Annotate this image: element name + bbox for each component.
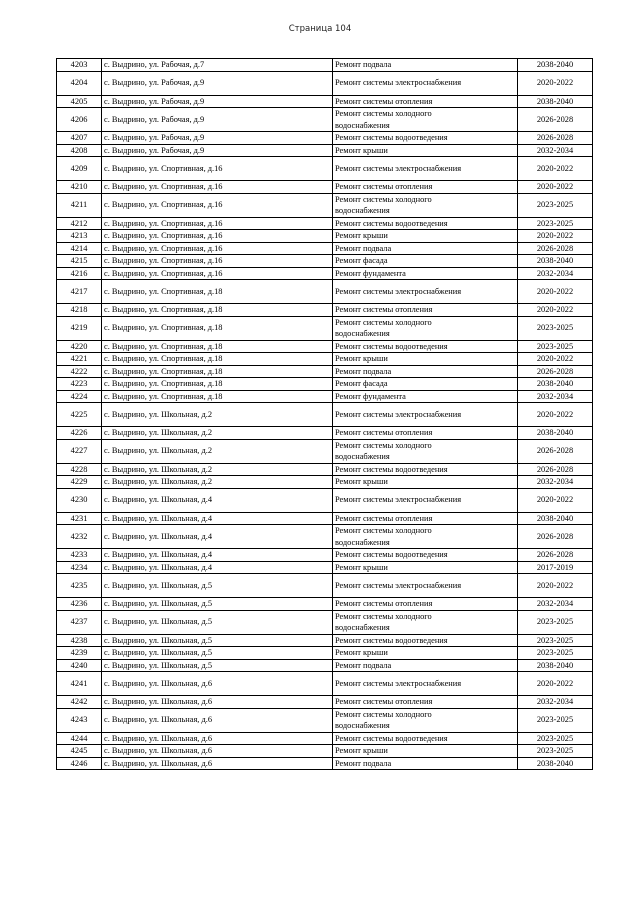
period-cell: 2023-2025 [518, 193, 593, 217]
period-cell: 2020-2022 [518, 280, 593, 304]
work-type-cell [333, 242, 518, 255]
row-number-cell: 4216 [57, 267, 102, 280]
work-type-line: Ремонт системы водоотведения [335, 341, 448, 351]
work-type-line: Ремонт крыши [335, 562, 388, 572]
row-number-cell: 4227 [57, 439, 102, 463]
row-number-cell: 4245 [57, 745, 102, 758]
row-number-cell: 4228 [57, 463, 102, 476]
address-cell: с. Выдрино, ул. Школьная, д.5 [102, 647, 333, 660]
period-cell: 2038-2040 [518, 757, 593, 770]
row-number-cell: 4208 [57, 144, 102, 157]
period-cell: 2023-2025 [518, 634, 593, 647]
work-type-line: Ремонт фасада [335, 256, 388, 265]
work-type-cell [333, 378, 518, 391]
row-number-cell: 4244 [57, 732, 102, 745]
row-number-cell: 4203 [57, 59, 102, 72]
work-type-cell [333, 71, 518, 95]
period-cell: 2023-2025 [518, 745, 593, 758]
address-cell: с. Выдрино, ул. Спортивная, д.18 [102, 316, 333, 340]
work-type-cell [333, 647, 518, 660]
table-row [57, 525, 593, 549]
table-row [57, 280, 593, 304]
work-type-cell [333, 403, 518, 427]
work-type-line: Ремонт системы электроснабжения [335, 78, 462, 88]
table-row [57, 708, 593, 732]
table-row [57, 476, 593, 489]
table-row [57, 549, 593, 562]
period-cell: 2038-2040 [518, 378, 593, 391]
table-row [57, 732, 593, 745]
work-type-cell [333, 439, 518, 463]
row-number-cell: 4204 [57, 71, 102, 95]
work-type-line: Ремонт крыши [335, 231, 388, 240]
work-type-line: Ремонт системы электроснабжения [335, 409, 462, 419]
work-type-cell [333, 280, 518, 304]
table-row [57, 95, 593, 108]
work-type-cell [333, 132, 518, 145]
work-type-cell [333, 525, 518, 549]
work-type-line: Ремонт системы отопления [335, 96, 433, 106]
address-cell: с. Выдрино, ул. Рабочая, д.9 [102, 71, 333, 95]
row-number-cell: 4215 [57, 255, 102, 268]
address-cell: с. Выдрино, ул. Школьная, д.4 [102, 525, 333, 549]
address-cell: с. Выдрино, ул. Школьная, д.2 [102, 427, 333, 440]
address-cell: с. Выдрино, ул. Спортивная, д.16 [102, 157, 333, 181]
work-type-line: Ремонт крыши [335, 648, 388, 657]
period-cell: 2020-2022 [518, 574, 593, 598]
period-cell: 2032-2034 [518, 390, 593, 403]
table-row [57, 403, 593, 427]
work-type-cell [333, 304, 518, 317]
work-type-cell [333, 157, 518, 181]
period-cell: 2020-2022 [518, 403, 593, 427]
table-row [57, 304, 593, 317]
row-number-cell: 4237 [57, 610, 102, 634]
work-type-cell [333, 267, 518, 280]
period-cell: 2026-2028 [518, 108, 593, 132]
address-cell: с. Выдрино, ул. Спортивная, д.18 [102, 340, 333, 353]
work-type-cell [333, 574, 518, 598]
work-type-cell [333, 340, 518, 353]
period-cell: 2023-2025 [518, 340, 593, 353]
period-cell: 2032-2034 [518, 144, 593, 157]
row-number-cell: 4214 [57, 242, 102, 255]
period-cell: 2020-2022 [518, 181, 593, 194]
work-type-line: Ремонт системы водоотведения [335, 550, 448, 559]
row-number-cell: 4222 [57, 365, 102, 378]
work-type-cell [333, 512, 518, 525]
work-type-line: Ремонт крыши [335, 746, 388, 755]
work-type-line: водоснабжения [335, 452, 390, 461]
address-cell: с. Выдрино, ул. Рабочая, д.9 [102, 144, 333, 157]
period-cell: 2017-2019 [518, 561, 593, 574]
work-type-line: Ремонт системы холодного [335, 440, 432, 450]
work-type-cell [333, 365, 518, 378]
row-number-cell: 4206 [57, 108, 102, 132]
work-type-cell [333, 255, 518, 268]
address-cell: с. Выдрино, ул. Школьная, д.5 [102, 634, 333, 647]
period-cell: 2038-2040 [518, 427, 593, 440]
table-row [57, 353, 593, 366]
work-type-cell [333, 561, 518, 574]
work-type-cell [333, 610, 518, 634]
period-cell: 2020-2022 [518, 304, 593, 317]
work-type-line: Ремонт системы электроснабжения [335, 678, 462, 688]
work-type-cell [333, 181, 518, 194]
table-row [57, 427, 593, 440]
work-type-line: Ремонт системы отопления [335, 513, 433, 523]
table-row [57, 157, 593, 181]
row-number-cell: 4231 [57, 512, 102, 525]
work-type-line: Ремонт системы холодного [335, 526, 432, 535]
work-type-cell [333, 598, 518, 611]
work-type-cell [333, 427, 518, 440]
row-number-cell: 4213 [57, 230, 102, 243]
row-number-cell: 4233 [57, 549, 102, 562]
work-type-cell [333, 708, 518, 732]
row-number-cell: 4225 [57, 403, 102, 427]
row-number-cell: 4218 [57, 304, 102, 317]
work-type-cell [333, 353, 518, 366]
work-type-line: Ремонт фундамента [335, 268, 406, 278]
work-type-cell [333, 696, 518, 709]
table-row [57, 132, 593, 145]
row-number-cell: 4219 [57, 316, 102, 340]
address-cell: с. Выдрино, ул. Школьная, д.5 [102, 610, 333, 634]
table-row [57, 598, 593, 611]
address-cell: с. Выдрино, ул. Спортивная, д.16 [102, 193, 333, 217]
work-type-cell [333, 230, 518, 243]
table-row [57, 340, 593, 353]
address-cell: с. Выдрино, ул. Спортивная, д.18 [102, 390, 333, 403]
work-type-line: Ремонт подвала [335, 366, 392, 376]
period-cell: 2038-2040 [518, 512, 593, 525]
period-cell: 2026-2028 [518, 463, 593, 476]
work-type-line: Ремонт крыши [335, 477, 388, 486]
work-type-line: Ремонт системы водоотведения [335, 218, 448, 228]
work-type-line: Ремонт подвала [335, 758, 392, 768]
table-row [57, 634, 593, 647]
work-type-cell [333, 108, 518, 132]
period-cell: 2038-2040 [518, 255, 593, 268]
work-type-line: Ремонт подвала [335, 660, 392, 670]
table-row [57, 512, 593, 525]
work-type-line: Ремонт системы водоотведения [335, 733, 448, 743]
address-cell: с. Выдрино, ул. Школьная, д.4 [102, 512, 333, 525]
row-number-cell: 4212 [57, 217, 102, 230]
address-cell: с. Выдрино, ул. Спортивная, д.18 [102, 304, 333, 317]
table-row [57, 463, 593, 476]
table-row [57, 71, 593, 95]
work-type-line: Ремонт системы электроснабжения [335, 286, 462, 296]
table-row [57, 574, 593, 598]
work-type-line: Ремонт системы электроснабжения [335, 495, 462, 505]
row-number-cell: 4223 [57, 378, 102, 391]
period-cell: 2023-2025 [518, 732, 593, 745]
work-type-line: водоснабжения [335, 206, 390, 215]
table-row [57, 696, 593, 709]
row-number-cell: 4238 [57, 634, 102, 647]
work-type-line: Ремонт крыши [335, 145, 388, 155]
work-type-cell [333, 659, 518, 672]
work-type-line: Ремонт системы электроснабжения [335, 163, 462, 173]
work-type-line: Ремонт системы отопления [335, 182, 433, 191]
work-type-line: Ремонт системы водоотведения [335, 133, 448, 142]
row-number-cell: 4226 [57, 427, 102, 440]
address-cell: с. Выдрино, ул. Спортивная, д.16 [102, 242, 333, 255]
table-body [57, 59, 593, 770]
address-cell: с. Выдрино, ул. Спортивная, д.16 [102, 217, 333, 230]
work-type-cell [333, 476, 518, 489]
work-type-cell [333, 95, 518, 108]
period-cell: 2023-2025 [518, 316, 593, 340]
table-row [57, 439, 593, 463]
period-cell: 2020-2022 [518, 672, 593, 696]
period-cell: 2026-2028 [518, 132, 593, 145]
table-row [57, 59, 593, 72]
address-cell: с. Выдрино, ул. Школьная, д.4 [102, 488, 333, 512]
address-cell: с. Выдрино, ул. Школьная, д.2 [102, 476, 333, 489]
period-cell: 2023-2025 [518, 708, 593, 732]
address-cell: с. Выдрино, ул. Школьная, д.6 [102, 708, 333, 732]
work-type-cell [333, 745, 518, 758]
work-type-cell [333, 732, 518, 745]
address-cell: с. Выдрино, ул. Школьная, д.6 [102, 696, 333, 709]
row-number-cell: 4210 [57, 181, 102, 194]
row-number-cell: 4209 [57, 157, 102, 181]
table-row [57, 255, 593, 268]
address-cell: с. Выдрино, ул. Школьная, д.6 [102, 672, 333, 696]
table-row [57, 647, 593, 660]
work-type-cell [333, 549, 518, 562]
row-number-cell: 4242 [57, 696, 102, 709]
period-cell: 2023-2025 [518, 610, 593, 634]
period-cell: 2020-2022 [518, 488, 593, 512]
work-type-line: Ремонт подвала [335, 60, 392, 69]
row-number-cell: 4236 [57, 598, 102, 611]
row-number-cell: 4230 [57, 488, 102, 512]
period-cell: 2026-2028 [518, 525, 593, 549]
work-type-line: Ремонт подвала [335, 243, 392, 253]
row-number-cell: 4211 [57, 193, 102, 217]
work-type-line: водоснабжения [335, 120, 390, 130]
repair-schedule-table [56, 58, 593, 770]
row-number-cell: 4234 [57, 561, 102, 574]
row-number-cell: 4205 [57, 95, 102, 108]
row-number-cell: 4235 [57, 574, 102, 598]
address-cell: с. Выдрино, ул. Спортивная, д.16 [102, 181, 333, 194]
table-row [57, 242, 593, 255]
table-row [57, 267, 593, 280]
work-type-line: Ремонт системы отопления [335, 599, 433, 608]
address-cell: с. Выдрино, ул. Школьная, д.5 [102, 598, 333, 611]
table-row [57, 672, 593, 696]
table-row [57, 230, 593, 243]
address-cell: с. Выдрино, ул. Спортивная, д.18 [102, 365, 333, 378]
work-type-cell [333, 757, 518, 770]
table-row [57, 378, 593, 391]
period-cell: 2038-2040 [518, 659, 593, 672]
table-row [57, 316, 593, 340]
work-type-line: Ремонт фундамента [335, 391, 406, 401]
work-type-line: водоснабжения [335, 537, 390, 547]
address-cell: с. Выдрино, ул. Школьная, д.2 [102, 463, 333, 476]
address-cell: с. Выдрино, ул. Школьная, д.6 [102, 732, 333, 745]
work-type-line: Ремонт системы отопления [335, 428, 433, 437]
table-row [57, 108, 593, 132]
work-type-cell [333, 390, 518, 403]
work-type-cell [333, 217, 518, 230]
address-cell: с. Выдрино, ул. Школьная, д.6 [102, 757, 333, 770]
work-type-line: Ремонт системы электроснабжения [335, 580, 462, 590]
address-cell: с. Выдрино, ул. Школьная, д.4 [102, 561, 333, 574]
work-type-cell [333, 193, 518, 217]
table-row [57, 745, 593, 758]
work-type-line: Ремонт системы холодного [335, 194, 432, 204]
row-number-cell: 4243 [57, 708, 102, 732]
address-cell: с. Выдрино, ул. Рабочая, д.7 [102, 59, 333, 72]
table-row [57, 488, 593, 512]
address-cell: с. Выдрино, ул. Спортивная, д.16 [102, 230, 333, 243]
period-cell: 2026-2028 [518, 439, 593, 463]
work-type-cell [333, 463, 518, 476]
table-row [57, 390, 593, 403]
period-cell: 2032-2034 [518, 476, 593, 489]
work-type-cell [333, 59, 518, 72]
address-cell: с. Выдрино, ул. Спортивная, д.18 [102, 378, 333, 391]
work-type-cell [333, 672, 518, 696]
row-number-cell: 4224 [57, 390, 102, 403]
row-number-cell: 4241 [57, 672, 102, 696]
work-type-line: Ремонт системы отопления [335, 697, 433, 706]
work-type-cell [333, 488, 518, 512]
work-type-line: Ремонт системы холодного [335, 611, 432, 621]
work-type-line: водоснабжения [335, 623, 390, 632]
address-cell: с. Выдрино, ул. Школьная, д.5 [102, 659, 333, 672]
period-cell: 2020-2022 [518, 353, 593, 366]
work-type-line: Ремонт системы отопления [335, 305, 433, 314]
row-number-cell: 4217 [57, 280, 102, 304]
address-cell: с. Выдрино, ул. Школьная, д.2 [102, 403, 333, 427]
period-cell: 2032-2034 [518, 696, 593, 709]
period-cell: 2026-2028 [518, 549, 593, 562]
period-cell: 2026-2028 [518, 365, 593, 378]
work-type-line: Ремонт системы холодного [335, 317, 432, 327]
work-type-line: водоснабжения [335, 329, 390, 338]
period-cell: 2020-2022 [518, 230, 593, 243]
row-number-cell: 4229 [57, 476, 102, 489]
period-cell: 2038-2040 [518, 59, 593, 72]
table-row [57, 365, 593, 378]
address-cell: с. Выдрино, ул. Спортивная, д.18 [102, 280, 333, 304]
address-cell: с. Выдрино, ул. Школьная, д.6 [102, 745, 333, 758]
work-type-line: Ремонт системы водоотведения [335, 635, 448, 645]
work-type-cell [333, 316, 518, 340]
period-cell: 2023-2025 [518, 647, 593, 660]
period-cell: 2023-2025 [518, 217, 593, 230]
address-cell: с. Выдрино, ул. Школьная, д.4 [102, 549, 333, 562]
period-cell: 2020-2022 [518, 157, 593, 181]
table-row [57, 561, 593, 574]
table-row [57, 610, 593, 634]
table-row [57, 193, 593, 217]
work-type-line: водоснабжения [335, 721, 390, 730]
work-type-cell [333, 144, 518, 157]
period-cell: 2032-2034 [518, 267, 593, 280]
work-type-line: Ремонт фасада [335, 379, 388, 388]
row-number-cell: 4232 [57, 525, 102, 549]
row-number-cell: 4246 [57, 757, 102, 770]
work-type-line: Ремонт системы водоотведения [335, 464, 448, 474]
period-cell: 2026-2028 [518, 242, 593, 255]
table-row [57, 659, 593, 672]
address-cell: с. Выдрино, ул. Спортивная, д.16 [102, 267, 333, 280]
page-number-header: Страница 104 [288, 24, 352, 34]
address-cell: с. Выдрино, ул. Школьная, д.2 [102, 439, 333, 463]
period-cell: 2020-2022 [518, 71, 593, 95]
work-type-cell [333, 634, 518, 647]
period-cell: 2038-2040 [518, 95, 593, 108]
address-cell: с. Выдрино, ул. Школьная, д.5 [102, 574, 333, 598]
row-number-cell: 4240 [57, 659, 102, 672]
table-row [57, 757, 593, 770]
work-type-line: Ремонт крыши [335, 354, 388, 363]
address-cell: с. Выдрино, ул. Спортивная, д.16 [102, 255, 333, 268]
address-cell: с. Выдрино, ул. Рабочая, д.9 [102, 95, 333, 108]
address-cell: с. Выдрино, ул. Рабочая, д.9 [102, 108, 333, 132]
table-row [57, 217, 593, 230]
work-type-line: Ремонт системы холодного [335, 109, 432, 118]
row-number-cell: 4239 [57, 647, 102, 660]
row-number-cell: 4221 [57, 353, 102, 366]
table-row [57, 144, 593, 157]
work-type-line: Ремонт системы холодного [335, 709, 432, 719]
table-row [57, 181, 593, 194]
address-cell: с. Выдрино, ул. Спортивная, д.18 [102, 353, 333, 366]
address-cell: с. Выдрино, ул. Рабочая, д.9 [102, 132, 333, 145]
row-number-cell: 4207 [57, 132, 102, 145]
period-cell: 2032-2034 [518, 598, 593, 611]
row-number-cell: 4220 [57, 340, 102, 353]
